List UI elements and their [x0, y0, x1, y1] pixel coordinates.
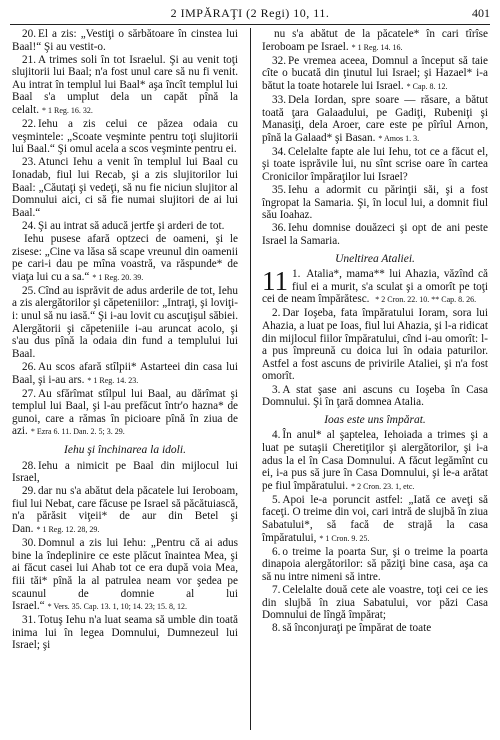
verse-text: Şi au intrat să aducă jertfe şi arderi de tot. [37, 219, 225, 232]
section-title: Ioas este uns împărat. [324, 413, 426, 426]
section-title: Uneltirea Ataliei. [335, 252, 415, 265]
chapter-number: 11 [262, 266, 288, 297]
verse [262, 429, 488, 493]
cross-reference: * Vers. 35. Cap. 13. 1, 10; 14. 23; 15. 8, 12. [47, 602, 188, 612]
verse-number: 1. [292, 268, 301, 281]
verse-text: nu s'a abătut de la păcatele* în cari tîrîse Ieroboam pe Israel. [262, 28, 488, 53]
verse-text: să înconjuraţi pe împărat de toate [282, 622, 432, 635]
verse-text: Iehu a zis celui ce păzea odaia cu veşmintele: „Scoate veşminte pentru toţi slujitorii lui Baal.“ Şi omul acela a scos veşminte pentru ei. [12, 118, 238, 156]
verse-number: 27. [22, 387, 36, 400]
verse-text: o treime la poarta Sur, şi o treime la poarta dinapoia alergătorilor: să păziţi bine casa, aşa ca să nu intre nimeni să intre. [262, 545, 488, 583]
verse [12, 156, 238, 219]
verse-number: 30. [22, 537, 36, 550]
header-rule [10, 24, 490, 25]
verse-text: Atalia*, mama** lui Ahazia, văzînd că fiul ei a murit, s'a sculat şi a omorît pe toţi cei de neam împărătesc. [262, 268, 488, 306]
verse-text: dar nu s'a abătut dela păcatele lui Ieroboam, fiul lui Nebat, care făcuse pe Israel să păcătuiască, n'a părăsit viţeii* de aur din Betel şi Dan. [12, 485, 238, 536]
right-column [262, 28, 488, 635]
verse-text: Iehu domnise douăzeci şi opt de ani peste Israel la Samaria. [262, 222, 488, 247]
left-column [12, 28, 238, 653]
verse-number: 4. [272, 429, 281, 442]
cross-reference: * Cap. 8. 12. [406, 81, 448, 91]
verse [262, 184, 488, 222]
verse-text: El a zis: „Vestiţi o sărbătoare în cinstea lui Baal!“ Şi au vestit-o. [12, 28, 238, 53]
verse-number: 2. [272, 307, 281, 320]
chapter-opening-verse [262, 268, 488, 307]
section-title: Iehu şi închinarea la idoli. [64, 444, 186, 456]
verse-text: Dela Iordan, spre soare — răsare, a bătut toată ţara Galaadului, pe Gadiţi, Rubeniţi şi Manasiţi, dela Aroer, care este pe pîrîul Arnon, pînă la Galaad* şi Basan. [262, 93, 488, 144]
verse-text: A trimes soli în tot Israelul. Şi au venit toţi slujitorii lui Baal; n'a fost unul care să nu fi venit. Au intrat în templul lui Baal* aşa încît templul lui Baal s'a umplut dela un capăt pînă la celalt. [12, 53, 238, 117]
verse-number: 26. [22, 360, 36, 373]
verse [262, 584, 488, 622]
verse-number: 21. [22, 53, 36, 66]
verse-text: Totuş Iehu n'a luat seama să umble din toată inima lui în legea Domnului, Dumnezeul lui Israel; şi [12, 614, 238, 652]
verse-text: În anul* al şaptelea, Iehoiada a trimes şi a luat pe sutaşii Cheretiţilor şi alergătorilor, şi i-a adus la el în Casa Domnului. A făcut legămînt cu ei, i-a pus să jure în Casa Domnului, şi le-a arătat pe fiul împăratului. [262, 429, 488, 492]
cross-reference: * Ezra 6. 11. Dan. 2. 5; 3. 29. [30, 427, 125, 437]
verse-number: 8. [272, 622, 281, 635]
verse [262, 622, 488, 635]
verse [12, 233, 238, 284]
cross-reference: * 1 Reg. 16. 32. [42, 106, 93, 116]
cross-reference: * 1 Reg. 20. 39. [92, 272, 144, 282]
verse [262, 94, 488, 145]
verse [262, 546, 488, 584]
verse-number: 5. [272, 493, 281, 506]
verse [12, 118, 238, 156]
running-header [10, 6, 490, 20]
verse-text: Dar Ioşeba, fata împăratului Ioram, sora lui Ahazia, a luat pe Ioas, fiul lui Ahazia, şi l-a ridicat din mijlocul fiilor împăratului, cînd i-au omorît: l-a pus împreună cu doica lui în odaia paturilor. Astfel a fost ascuns de privirile Ataliei, şi n'a fost omorît. [262, 307, 488, 383]
verse [12, 460, 238, 485]
verse-number: 22. [22, 118, 36, 131]
verse-number: 3. [272, 383, 281, 396]
verse-number: 23. [22, 156, 36, 169]
verse-number: 7. [272, 583, 281, 596]
verse-number: 20. [22, 28, 36, 40]
verse-number: 6. [272, 545, 281, 558]
verse [12, 537, 238, 614]
verse [12, 285, 238, 361]
cross-reference: * Amos 1. 3. [378, 133, 420, 143]
cross-reference: * 1 Reg. 12. 28, 29. [36, 525, 100, 535]
verse [262, 55, 488, 94]
verse-text: Iehu a nimicit pe Baal din mijlocul lui Israel, [12, 459, 238, 485]
verse [12, 614, 238, 652]
verse [262, 222, 488, 247]
verse-number: 33. [272, 93, 286, 106]
verse [12, 485, 238, 536]
cross-reference: * 2 Cron. 23. 1, etc. [351, 481, 415, 491]
verse-number: 29. [22, 485, 36, 498]
page-number: 401 [472, 6, 490, 20]
verse-text: Iehu pusese afară optzeci de oameni, şi le zisese: „Cine va lăsa să scape vreunul din oamenii pe cari-i dau pe mîna voastră, va răspunde* de viaţa lui cu a sa.“ [12, 233, 238, 283]
verse-text: Au sfărîmat stîlpul lui Baal, au dărîmat şi templul lui Baal, şi l-au prefăcut într'o hazna* de gunoi, care a rămas în picioare pînă în ziua de azi. [12, 387, 238, 438]
verse [262, 28, 488, 54]
verse-number: 31. [22, 614, 36, 627]
verse-text: Cînd au isprăvit de adus arderile de tot, Iehu a zis alergătorilor şi căpeteniilor: „Intraţi, şi loviţi-i: unul să nu iasă.“ Şi i-au lovit cu ascuţişul săbiei. Alergătorii şi căpeteniile i-au aruncat acolo, şi s'au dus pînă la odaia din fund a templului lui Baal. [12, 284, 238, 360]
verse-number: 25. [22, 284, 36, 297]
verse [262, 384, 488, 409]
verse [262, 307, 488, 383]
verse [262, 146, 488, 184]
verse-text: Apoi le-a poruncit astfel: „Iată ce aveţi să faceţi. O treime din voi, cari intră de slujbă în ziua Sabatului*, să facă de strajă la casa împăratului, [262, 493, 488, 544]
column-divider [250, 28, 251, 730]
verse-text: Celelalte două cete ale voastre, toţi cei ce ies din slujbă în ziua Sabatului, vor păzi Casa Domnului de lîngă împărat; [262, 583, 488, 622]
verse-text: Pe vremea aceea, Domnul a început să taie cîte o bucată din ţinutul lui Israel; şi Hazael* i-a bătut la toate hotarele lui Israel. [262, 54, 488, 92]
verse-number: 35. [272, 184, 286, 197]
verse [12, 361, 238, 387]
cross-reference: * 2 Cron. 22. 10. ** Cap. 8. 26. [375, 295, 477, 305]
verse-text: Domnul a zis lui Iehu: „Pentru că ai adus bine la îndeplinire ce este plăcut înaintea Mea, şi ai făcut casei lui Ahab tot ce era după voia Mea, fiii tăi* pînă la al patrulea neam vor şedea pe scaunul de domnie al lui Israel.“ [12, 537, 238, 613]
verse [12, 388, 238, 439]
verse-text: Au scos afară stîlpii* Astarteei din casa lui Baal, şi i-au ars. [12, 360, 238, 386]
cross-reference: * 1 Cron. 9. 25. [319, 533, 370, 543]
cross-reference: * 1 Reg. 14. 16. [351, 42, 403, 52]
cross-reference: * 1 Reg. 14. 23. [87, 375, 139, 385]
verse-number: 36. [272, 222, 286, 235]
verse-text: Iehu a adormit cu părinţii săi, şi a fost îngropat la Samaria. Şi, în locul lui, a domnit fiul său Ioahaz. [262, 184, 488, 222]
verse-number: 24. [22, 219, 36, 232]
verse-number: 34. [272, 145, 286, 158]
verse-number: 32. [272, 54, 286, 67]
running-title: 2 IMPĂRAŢI (2 Regi) 10, 11. [170, 6, 330, 20]
verse [12, 220, 238, 233]
verse-text: Celelalte fapte ale lui Iehu, tot ce a făcut el, şi toate isprăvile lui, nu sînt scrise oare în cartea Cronicilor împăraţilor lui Israel? [262, 145, 488, 184]
verse [12, 54, 238, 118]
verse-number: 28. [22, 459, 36, 472]
verse-text: Atunci Iehu a venit în templul lui Baal cu Ionadab, fiul lui Recab, şi a zis slujitorilor lui Baal: „Căutaţi şi vedeţi, să nu fie niciun slujitor al Domnului aici, ci să fie numai slujitori de ai lui Baal.“ [12, 156, 238, 219]
verse [12, 28, 238, 53]
verse [262, 494, 488, 545]
verse-text: A stat şase ani ascuns cu Ioşeba în Casa Domnului. Şi în ţară domnea Atalia. [262, 383, 488, 409]
